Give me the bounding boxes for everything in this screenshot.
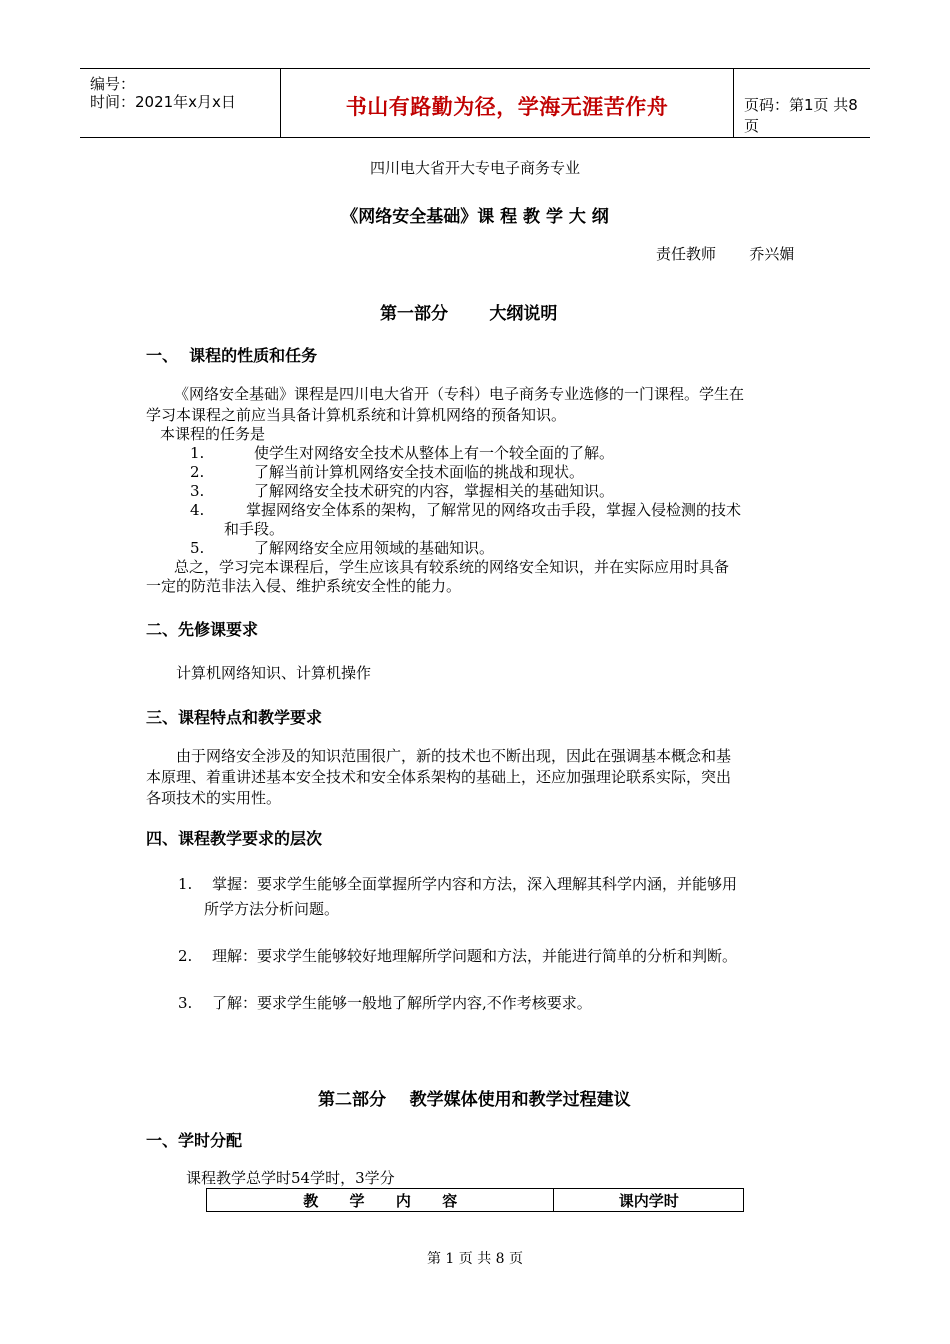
- paragraph-line: 本原理、着重讲述基本安全技术和安全体系架构的基础上，还应加强理论联系实际，突出: [146, 768, 732, 786]
- list-item-number: 2.: [178, 947, 193, 965]
- paragraph-line: 由于网络安全涉及的知识范围很广，新的技术也不断出现，因此在强调基本概念和基: [176, 747, 732, 765]
- page-footer: 第 1 页 共 8 页: [426, 1251, 524, 1267]
- list-item: 掌握：要求学生能够全面掌握所学内容和方法，深入理解其科学内涵，并能够用: [212, 875, 738, 893]
- header-left-cell: [80, 69, 280, 137]
- table-header-row: [207, 1189, 744, 1212]
- part1-heading: 第一部分 大纲说明: [380, 304, 558, 324]
- list-item: 了解网络安全技术研究的内容，掌握相关的基础知识。: [254, 482, 615, 500]
- serial-label: 编号：: [90, 75, 136, 93]
- page-header: [80, 68, 870, 138]
- motto: 书山有路勤为径，学海无涯苦作舟: [345, 95, 669, 119]
- list-item-number: 1.: [178, 875, 193, 893]
- list-item: 掌握网络安全体系的架构，了解常见的网络攻击手段，掌握入侵检测的技术: [246, 501, 742, 519]
- list-item-continuation: 和手段。: [224, 520, 285, 538]
- list-item-number: 4.: [190, 501, 205, 519]
- page-code: 页码：第1页 共8页: [744, 96, 858, 135]
- part2-heading: 第二部分 教学媒体使用和教学过程建议: [318, 1090, 631, 1110]
- paragraph-line: 一定的防范非法入侵、维护系统安全性的能力。: [146, 577, 462, 595]
- list-item: 使学生对网络安全技术从整体上有一个较全面的了解。: [254, 444, 615, 462]
- section-heading: 三、课程特点和教学要求: [146, 708, 323, 727]
- header-right-cell: [732, 69, 870, 137]
- list-item: 理解：要求学生能够较好地理解所学问题和方法，并能进行简单的分析和判断。: [212, 947, 738, 965]
- list-item: 了解当前计算机网络安全技术面临的挑战和现状。: [254, 463, 585, 481]
- section-heading: 一、学时分配: [146, 1131, 243, 1150]
- section-heading: 四、课程教学要求的层次: [146, 829, 323, 848]
- list-item-number: 1.: [190, 444, 205, 462]
- list-item: 了解：要求学生能够一般地了解所学内容,不作考核要求。: [212, 994, 592, 1012]
- paragraph-line: 《网络安全基础》课程是四川电大省开（专科）电子商务专业选修的一门课程。学生在: [174, 385, 745, 403]
- institution: 四川电大省开大专电子商务专业: [369, 159, 580, 177]
- paragraph-line: 学习本课程之前应当具备计算机系统和计算机网络的预备知识。: [146, 406, 567, 424]
- header-motto-cell: [280, 69, 734, 137]
- teacher-line: 责任教师 乔兴媚: [656, 245, 795, 263]
- list-item-number: 3.: [190, 482, 205, 500]
- list-item-number: 2.: [190, 463, 205, 481]
- paragraph-line: 各项技术的实用性。: [146, 789, 282, 807]
- section-heading: 一、 课程的性质和任务: [146, 346, 318, 365]
- list-item-number: 5.: [190, 539, 205, 557]
- tasks-intro: 本课程的任务是: [160, 425, 266, 443]
- list-item-continuation: 所学方法分析问题。: [204, 900, 340, 918]
- paragraph-line: 计算机网络知识、计算机操作: [176, 664, 372, 682]
- document-title: 《网络安全基础》课 程 教 学 大 纲: [341, 207, 609, 227]
- table-header-cell: 教 学 内 容: [207, 1189, 554, 1212]
- paragraph-line: 课程教学总学时54学时，3学分: [186, 1169, 395, 1187]
- section-heading: 二、先修课要求: [146, 620, 259, 639]
- date-line: 时间：2021年x月x日: [90, 93, 236, 111]
- paragraph-line: 总之，学习完本课程后，学生应该具有较系统的网络安全知识，并在实际应用时具备: [174, 558, 730, 576]
- list-item: 了解网络安全应用领域的基础知识。: [254, 539, 495, 557]
- hours-table: [206, 1188, 744, 1212]
- table-header-cell: 课内学时: [554, 1189, 744, 1212]
- list-item-number: 3.: [178, 994, 193, 1012]
